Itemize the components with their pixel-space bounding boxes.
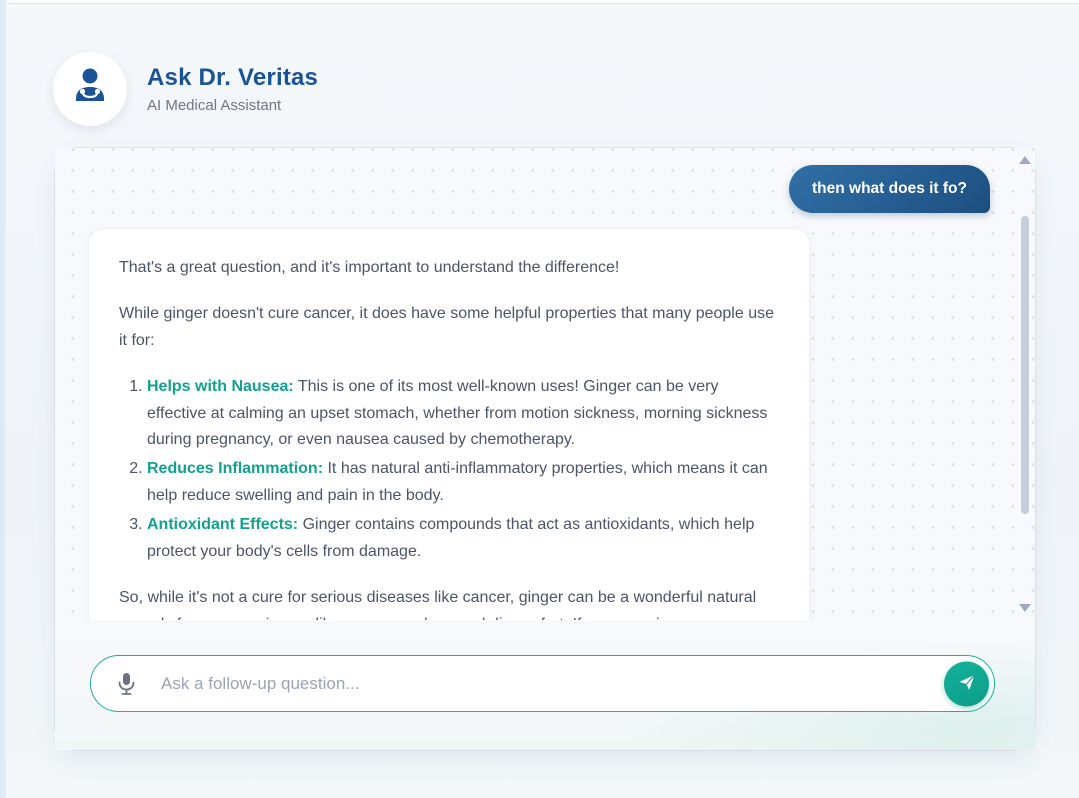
composer-input-pill[interactable] xyxy=(90,655,995,712)
chat-card xyxy=(55,148,1035,750)
assistant-list xyxy=(119,374,779,566)
list-item-label: Antioxidant Effects: xyxy=(147,516,299,533)
scroll-up-arrow-icon[interactable] xyxy=(1019,156,1031,164)
scrollbar[interactable] xyxy=(1020,154,1030,614)
page-title: Ask Dr. Veritas xyxy=(147,64,319,91)
microphone-icon[interactable] xyxy=(91,672,161,696)
list-item xyxy=(147,512,779,566)
list-item-label: Helps with Nausea: xyxy=(147,377,294,395)
window-edge-strip xyxy=(0,0,6,798)
doctor-icon xyxy=(68,65,112,114)
user-message-bubble: then what does it fo? xyxy=(789,165,990,213)
paper-plane-icon xyxy=(957,672,977,695)
composer-footer xyxy=(55,620,1035,750)
list-item xyxy=(147,374,779,455)
page-subtitle: AI Medical Assistant xyxy=(147,97,282,114)
scroll-down-arrow-icon[interactable] xyxy=(1019,604,1031,612)
followup-question-input[interactable] xyxy=(161,674,994,694)
assistant-message-bubble xyxy=(88,228,810,670)
list-item xyxy=(147,456,779,510)
list-item-text: It has natural anti-inflammatory properties, which means it can help reduce swelling and pain in the body. xyxy=(147,460,768,505)
assistant-paragraph: While ginger doesn't cure cancer, it does have some helpful properties that many people use it for: xyxy=(119,304,774,349)
app-header xyxy=(53,52,318,126)
list-item-text: Ginger contains compounds that act as antioxidants, which help protect your body's cells from damage. xyxy=(147,516,755,560)
header-titles xyxy=(147,64,318,114)
list-item-text: This is one of its most well-known uses! Ginger can be very effective at calming an upset stomach, whether from motion sickness, morning sickness during pregnancy, or even nausea caused by chemotherapy. xyxy=(147,377,768,449)
window-top-bar xyxy=(8,0,1079,4)
messages-area xyxy=(55,148,1035,620)
scrollbar-thumb[interactable] xyxy=(1021,216,1029,514)
assistant-paragraph: That's a great question, and it's important to understand the difference! xyxy=(119,259,620,276)
avatar xyxy=(53,52,127,126)
send-button[interactable] xyxy=(944,661,989,706)
assistant-paragraph: So, while it's not a cure for serious diseases like cancer, ginger can be a wonderful natural xyxy=(119,588,757,606)
list-item-label: Reduces Inflammation: xyxy=(147,460,324,478)
